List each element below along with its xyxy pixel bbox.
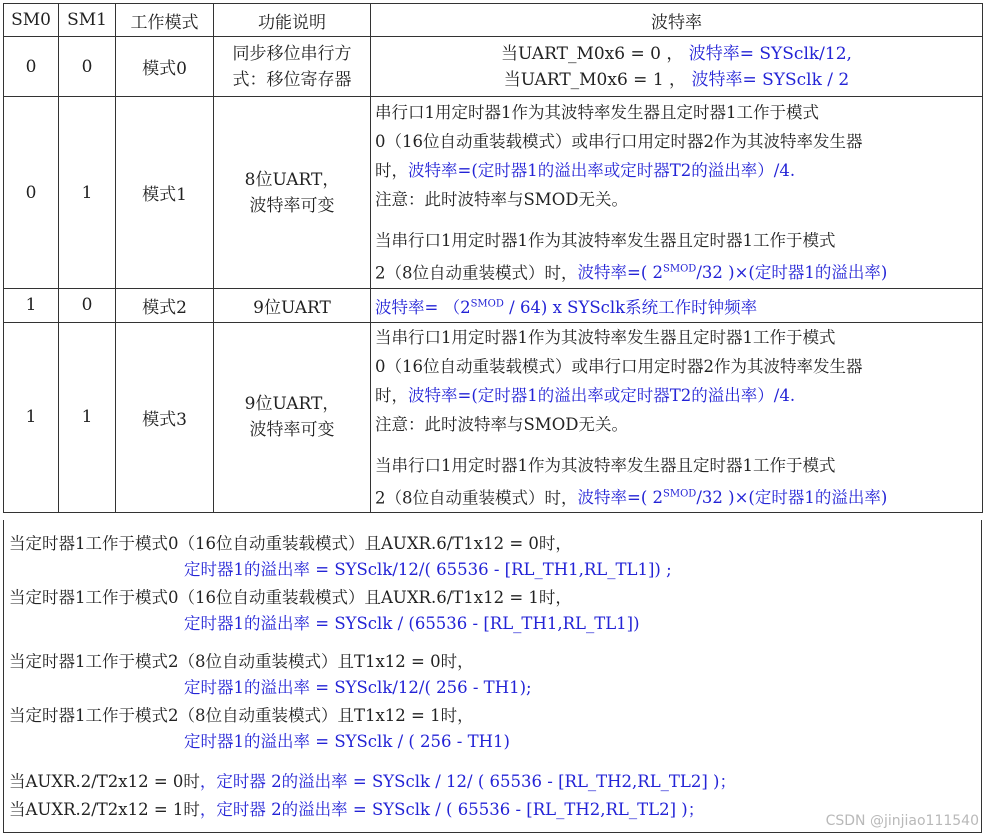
- desc-line: 串行口1用定时器1作为其波特率发生器且定时器1工作于模式: [375, 102, 819, 122]
- cell-function: [214, 322, 371, 513]
- cell-sm1: 1: [59, 322, 116, 513]
- cell-sm1: 0: [59, 37, 116, 97]
- note-formula: 定时器1的溢出率 = SYSclk/12/( 65536 - [RL_TH1,RL_TL1]) ;: [184, 560, 672, 579]
- note-line: 当定时器1工作于模式2（8位自动重装模式）且T1x12 = 0时，: [9, 652, 474, 671]
- header-mode: 工作模式: [116, 4, 214, 37]
- cell-baud: [371, 322, 983, 513]
- note-line: 当定时器1工作于模式0（16位自动重装载模式）且AUXR.6/T1x12 = 1时，: [9, 588, 572, 607]
- baud-formula: 波特率= $(2^{SMOD} / 64)$ x SYSclk系统工作时钟频率: [375, 297, 758, 317]
- header-function: 功能说明: [214, 4, 371, 37]
- uart-mode-table: [3, 3, 983, 513]
- desc-line: 注意：此时波特率与SMOD无关。: [375, 189, 628, 209]
- header-sm1: SM1: [59, 4, 116, 37]
- cell-baud: [371, 37, 983, 97]
- cell-sm1: 1: [59, 97, 116, 289]
- note-line: 当定时器1工作于模式0（16位自动重装载模式）且AUXR.6/T1x12 = 0时，: [9, 534, 572, 553]
- note-line: 当定时器1工作于模式2（8位自动重装模式）且T1x12 = 1时，: [9, 706, 474, 725]
- watermark: CSDN @jinjiao111540: [825, 813, 979, 829]
- baud-line: [371, 41, 982, 67]
- cell-sm0: 1: [4, 322, 59, 513]
- function-line: 9位UART，: [244, 394, 340, 415]
- desc-line: 当串行口1用定时器1作为其波特率发生器且定时器1工作于模式: [375, 327, 836, 347]
- desc-line: [375, 381, 982, 410]
- baud-formula: 波特率=(定时器1的溢出率或定时器T2的溢出率）/4.: [408, 385, 796, 405]
- note-formula: 定时器1的溢出率 = SYSclk/12/( 256 - TH1);: [184, 678, 532, 697]
- cell-baud: [371, 97, 983, 289]
- baud-formula: 波特率= SYSclk/12,: [688, 43, 852, 64]
- table-row: [4, 289, 983, 323]
- note-line: 当AUXR.2/T2x12 = 0时，定时器 2的溢出率 = SYSclk / 12/ ( 65536 - [RL_TH2,RL_TL2] )；: [9, 772, 736, 791]
- function-line: 波特率可变: [249, 420, 335, 441]
- baud-condition: 当UART_M0x6 = 0 ，: [501, 43, 684, 64]
- table-row: [4, 322, 983, 513]
- baud-formula: 波特率= SYSclk / 2: [691, 69, 850, 90]
- cell-mode: 模式0: [116, 37, 214, 97]
- note-line: 当AUXR.2/T2x12 = 1时，定时器 2的溢出率 = SYSclk / ( 65536 - [RL_TH2,RL_TL2] )；: [9, 800, 705, 819]
- header-sm0: SM0: [4, 4, 59, 37]
- desc-line: [375, 480, 982, 513]
- note-formula: 定时器1的溢出率 = SYSclk / (65536 - [RL_TH1,RL_TL1]): [184, 614, 640, 633]
- baud-condition: 当UART_M0x6 = 1 ，: [503, 69, 687, 90]
- baud-line: [371, 67, 982, 93]
- baud-formula: 波特率=( $2^{SMOD}/32$ )×(定时器1的溢出率): [577, 263, 888, 283]
- desc-line: 0（16位自动重装载模式）或串行口用定时器2作为其波特率发生器: [375, 356, 863, 376]
- cell-sm0: 0: [4, 37, 59, 97]
- desc-line: 当串行口1用定时器1作为其波特率发生器且定时器1工作于模式: [375, 230, 836, 250]
- desc-text: 2（8位自动重装模式）时，: [375, 263, 578, 283]
- header-row: [4, 4, 983, 37]
- cell-mode: 模式1: [116, 97, 214, 289]
- cell-mode: 模式3: [116, 322, 214, 513]
- desc-line: 当串行口1用定时器1作为其波特率发生器且定时器1工作于模式: [375, 455, 836, 475]
- cell-sm1: 0: [59, 289, 116, 323]
- function-line: 波特率可变: [249, 195, 335, 216]
- baud-formula: 波特率=( $2^{SMOD}/32$ )×(定时器1的溢出率): [577, 488, 888, 507]
- function-line: 8位UART，: [244, 169, 340, 190]
- desc-text: 时，: [375, 385, 408, 405]
- desc-line: 注意：此时波特率与SMOD无关。: [375, 414, 628, 434]
- cell-sm0: 0: [4, 97, 59, 289]
- function-line: 同步移位串行方: [232, 43, 352, 64]
- function-line: 式：移位寄存器: [232, 69, 352, 90]
- overflow-rate-notes: [3, 520, 982, 833]
- cell-baud: [371, 289, 983, 323]
- cell-sm0: 1: [4, 289, 59, 323]
- table-row: [4, 97, 983, 289]
- baud-formula: 波特率=(定时器1的溢出率或定时器T2的溢出率）/4.: [408, 160, 796, 180]
- desc-text: 时，: [375, 160, 408, 180]
- cell-function: 9位UART: [214, 289, 371, 323]
- note-formula: 定时器1的溢出率 = SYSclk / ( 256 - TH1): [184, 732, 510, 751]
- desc-line: [375, 156, 982, 185]
- cell-function: [214, 37, 371, 97]
- desc-line: 0（16位自动重装载模式）或串行口用定时器2作为其波特率发生器: [375, 131, 863, 151]
- desc-line: [375, 255, 982, 288]
- cell-mode: 模式2: [116, 289, 214, 323]
- header-baud-rate: 波特率: [371, 4, 983, 37]
- desc-text: 2（8位自动重装模式）时，: [375, 488, 578, 507]
- cell-function: [214, 97, 371, 289]
- table-row: [4, 37, 983, 97]
